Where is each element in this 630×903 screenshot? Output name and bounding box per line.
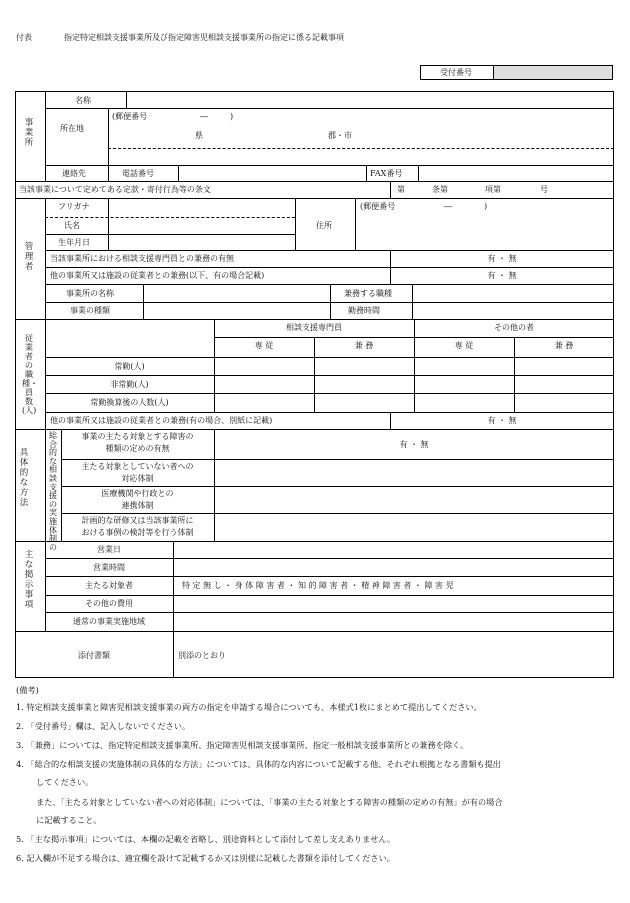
office-contact-label: 連絡先 [62,169,86,178]
staff-other-concurrent-label: 他の事業所又は施設の従業者との兼務(有の場合、別紙に記載) [50,416,273,425]
note-2: 2. 「受付番号」欄は、記入しないでください。 [16,721,191,731]
concurrent-specialist-choice[interactable]: 有 ・ 無 [487,254,517,263]
staff-row-fte: 常勤換算後の人数(人) [90,398,169,407]
target-options[interactable]: 特 定 無 し ・ 身 体 障 害 者 ・ 知 的 障 害 者 ・ 精 神 障 害 者 ・ 障 害 児 [182,581,454,590]
manager-office-type-label: 事業の種類 [70,306,110,315]
form-label: 付表 [16,33,32,42]
staff-row-parttime: 非常勤(人) [110,380,149,389]
manager-name-label: 氏名 [64,221,80,230]
office-city: 郡・市 [328,131,352,140]
manager-postal-label: (郵便番号 [360,202,396,211]
attachments-label: 添付書類 [78,651,110,660]
note-6: 6. 記入欄が不足する場合は、適宜欄を設けて記載するか又は別様に記載した書類を添付してください。 [16,853,395,863]
note-1: 1. 特定相談支援事業と障害児相談支援事業の両方の指定を申請する場合についても、本様式1枚にまとめて提出してください。 [16,702,482,712]
office-postal-label: (郵便番号 [112,112,148,121]
manager-address-label: 住所 [316,221,332,230]
note-3: 3. 「兼務」については、指定特定相談支援事業所、指定障害児相談支援事業所、指定一般相談支援事業所との兼務を除く。 [16,740,469,750]
concurrent-other-label: 他の事業所又は施設の従業者との兼務(以下、有の場合記載) [50,271,265,280]
main-items-section-label: 主な掲示事項 [24,550,34,610]
other-staff-header: その他の者 [494,323,534,332]
office-fax-label: FAX番号 [370,169,403,178]
note-5: 5. 「主な掲示事項」については、本欄の記載を省略し、別途資料として添付して差し支えありません。 [16,834,396,844]
manager-section-label: 管理者 [24,242,34,272]
manager-office-name-label: 事業所の名称 [66,289,114,298]
office-phone-label: 電話番号 [122,169,154,178]
staff-section-label: 従業者の職種・員数(人) [22,334,38,415]
manager-furigana-label: フリガナ [58,202,90,211]
attachments-value: 別添のとおり [178,651,226,660]
articles-label: 当該事業について定めてある定款・寄付行為等の条文 [19,185,211,194]
office-prefecture: 県 [195,131,203,140]
note-4: 4. 「総合的な相談支援の実施体制の具体的な方法」については、具体的な内容について記載する他、それぞれ根拠となる書類も提出 [16,759,501,769]
office-section-label: 事業所 [24,118,34,148]
note-4-extra-cont: に記載すること。 [36,815,102,825]
specialist-header: 相談支援専門員 [286,323,342,332]
manager-dob-label: 生年月日 [58,238,90,247]
concurrent-specialist-label: 当該事業所における相談支援専門員との兼務の有無 [50,254,234,263]
note-4-cont: してください。 [36,777,94,787]
staff-row-fulltime: 常勤(人) [114,362,145,371]
page-title: 指定特定相談支援事業所及び指定障害児相談支援事業所の指定に係る記載事項 [64,33,344,42]
system-section-label-2: 総合的な相談支援の実施体制の [49,431,57,552]
manager-work-hours-label: 勤務時間 [348,306,380,315]
office-fax-field[interactable] [422,169,610,179]
system-section-label: 具体的な方法 [19,448,29,508]
office-name-label: 名称 [75,96,91,105]
staff-other-concurrent-choice[interactable]: 有 ・ 無 [487,416,517,425]
office-address-label: 所在地 [60,124,84,133]
office-phone-field[interactable] [182,169,362,179]
note-4-extra: また、「主たる対象としていない者への対応体制」については、「事業の主たる対象とする障害の種類の定めの有無」が有の場合 [36,797,503,807]
office-name-field[interactable] [130,96,610,106]
notes-title: (備考) [16,685,39,695]
manager-job-type-label: 兼務する職種 [344,289,392,298]
system-item1-choice[interactable]: 有 ・ 無 [399,440,429,449]
receipt-number-field[interactable] [494,66,612,79]
receipt-label: 受付番号 [440,68,472,77]
concurrent-other-choice[interactable]: 有 ・ 無 [487,271,517,280]
